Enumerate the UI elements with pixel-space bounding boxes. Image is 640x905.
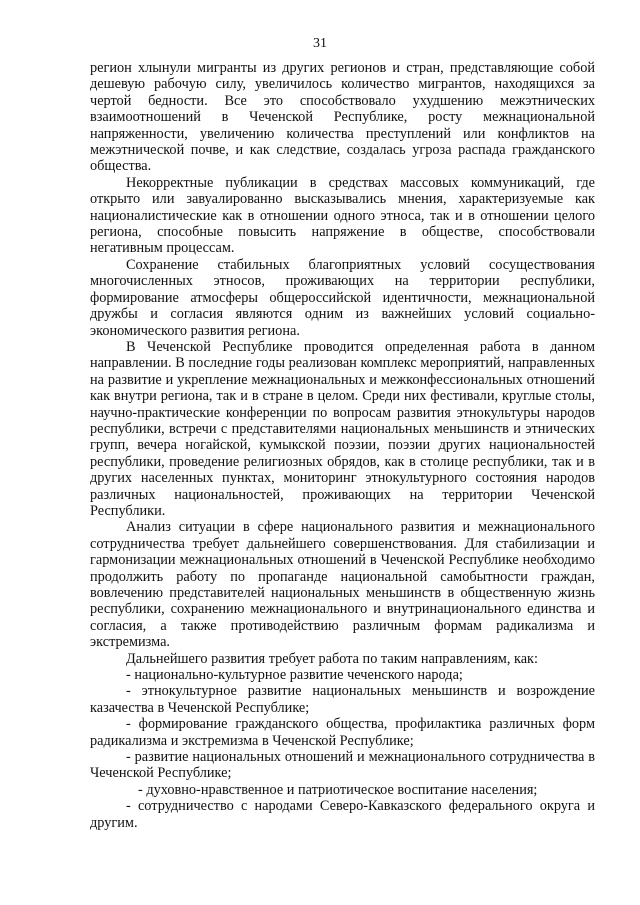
list-item-minorities-cossacks: - этнокультурное развитие национальных меньшинств и возрождение казачества в Чеченской Республике; — [90, 683, 595, 716]
list-item-cooperation: - сотрудничество с народами Северо-Кавказского федерального округа и другим. — [90, 798, 595, 831]
paragraph-work-done: В Чеченской Республике проводится определенная работа в данном направлении. В последние годы реализован комплекс мероприятий, направленных на развитие и укрепление межнациональных и межконфессиональных отношений как внутри региона, так и в стране в целом. Среди них фестивали, круглые столы, научно-практические конференции по вопросам развития этнокультуры народов республики, встречи с представителями национальных меньшинств и этнических групп, вечера ногайской, кумыкской поэзии, поэзии других национальностей республики, проведение религиозных обрядов, как в столице республики, так и в других населенных пунктах, мониторинг этнокультурного состояния народов различных национальностей, проживающих на территории Чеченской Республики. — [90, 338, 595, 519]
list-item-national-relations: - развитие национальных отношений и межнационального сотрудничества в Чеченской Республике; — [90, 749, 595, 782]
list-item-patriotic-education: - духовно-нравственное и патриотическое воспитание населения; — [138, 781, 538, 798]
paragraph-directions-intro: Дальнейшего развития требует работа по таким направлениям, как: — [126, 650, 538, 667]
paragraph-stability: Сохранение стабильных благоприятных условий сосуществования многочисленных этносов, проживающих на территории республики, формирование атмосферы общероссийской идентичности, межнациональной дружбы и согласия являются одним из важнейших условий социально-экономического развития региона. — [90, 256, 595, 339]
paragraph-migration: регион хлынули мигранты из других регионов и стран, представляющие собой дешевую рабочую силу, увеличилось количество мигрантов, находящихся за чертой бедности. Все это способствовало ухудшению межэтнических взаимоотношений в Чеченской Республике, росту межнациональной напряженности, увеличению количества преступлений или конфликтов на межэтнической почве, и как следствие, создалась угроза распада гражданского общества. — [90, 60, 595, 175]
list-item-civil-society: - формирование гражданского общества, профилактика различных форм радикализма и экстремизма в Чеченской Республике; — [90, 716, 595, 749]
paragraph-analysis: Анализ ситуации в сфере национального развития и межнационального сотрудничества требует дальнейшего совершенствования. Для стабилизации и гармонизации межнациональных отношений в Чеченской Республике необходимо продолжить работу по пропаганде национальной самобытности граждан, вовлечению представителей национальных меньшинств в общественную жизнь республики, сохранению межнационального и внутринационального единства и согласия, а также противодействию различным формам радикализма и экстремизма. — [90, 519, 595, 651]
page-number: 31 — [313, 36, 327, 51]
paragraph-publications: Некорректные публикации в средствах массовых коммуникаций, где открыто или завуалированно высказывались мнения, характеризуемые как националистические как в отношении одного этноса, так и в отношении целого региона, способные повысить напряжение в обществе, способствовали негативным процессам. — [90, 174, 595, 257]
list-item-chechen-culture: - национально-культурное развитие чеченского народа; — [126, 667, 463, 684]
body-text — [90, 60, 595, 831]
